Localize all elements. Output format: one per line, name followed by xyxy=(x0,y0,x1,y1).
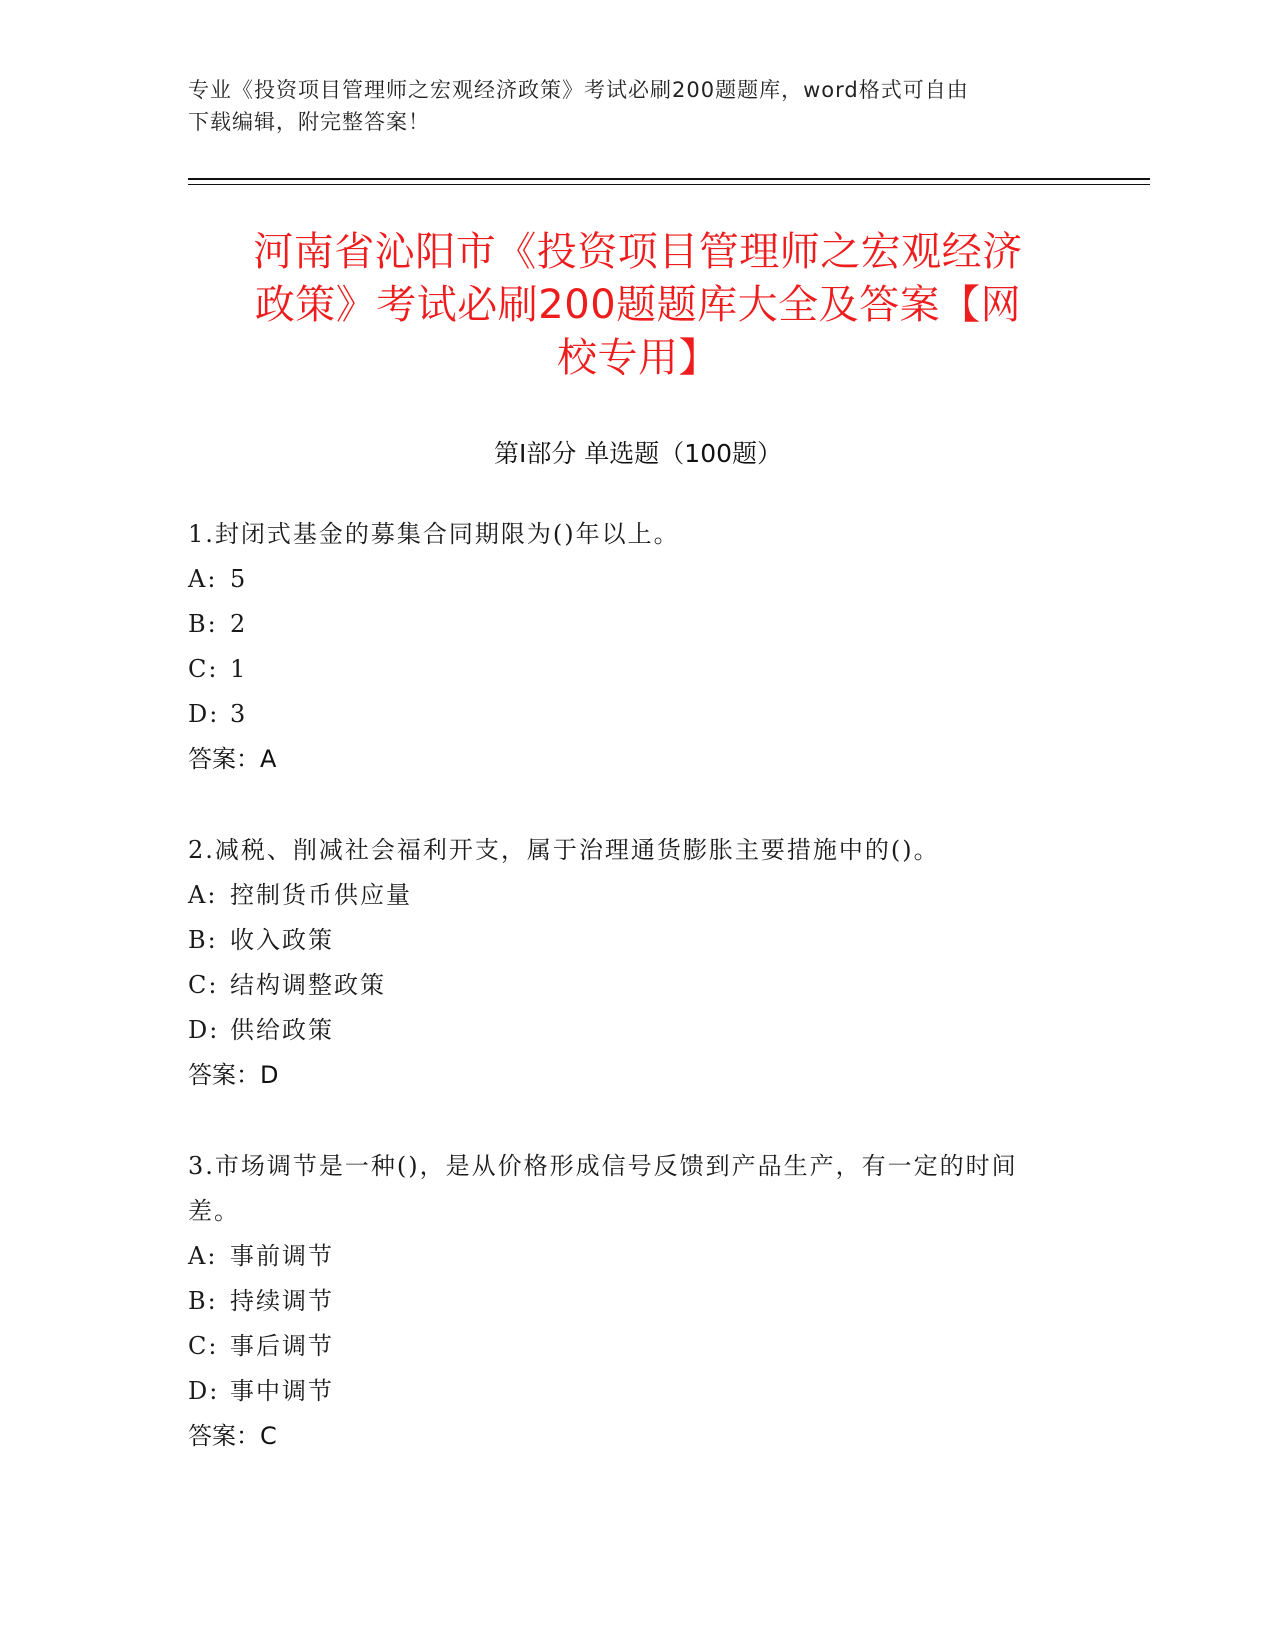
question-3-option-c xyxy=(188,1324,1068,1369)
title-line-2: 政策》考试必刷200题题库大全及答案【网 xyxy=(254,282,1022,328)
section-heading: 第I部分 单选题（100题） xyxy=(493,439,783,468)
question-3-option-a xyxy=(188,1234,1068,1279)
option-text: 收入政策 xyxy=(230,926,334,954)
question-3-text: 3.市场调节是一种()，是从价格形成信号反馈到产品生产，有一定的时间差。 xyxy=(188,1152,1018,1225)
option-text: 结构调整政策 xyxy=(230,971,386,999)
question-3 xyxy=(188,1144,1068,1459)
option-text: 供给政策 xyxy=(230,1016,334,1044)
option-text: 持续调节 xyxy=(230,1287,334,1315)
header-rule-thick xyxy=(188,178,1150,180)
option-key: A: xyxy=(188,1242,218,1270)
question-2-text: 2.减税、削减社会福利开支，属于治理通货膨胀主要措施中的()。 xyxy=(188,836,940,864)
option-key: C: xyxy=(188,1332,219,1360)
question-1-answer: 答案：A xyxy=(188,745,277,773)
question-1-option-b xyxy=(188,602,1068,647)
question-3-answer: 答案：C xyxy=(188,1422,277,1450)
option-key: B: xyxy=(188,926,218,954)
question-1-option-d xyxy=(188,692,1068,737)
option-key: D: xyxy=(188,700,220,728)
option-key: D: xyxy=(188,1377,220,1405)
header-rule-thin xyxy=(188,184,1150,185)
option-text: 事前调节 xyxy=(230,1242,334,1270)
option-key: C: xyxy=(188,655,219,683)
option-key: A: xyxy=(188,565,218,593)
option-text: 3 xyxy=(230,700,248,728)
option-text: 2 xyxy=(230,610,248,638)
intro-line-2: 下载编辑，附完整答案！ xyxy=(188,110,430,134)
title-line-3: 校专用】 xyxy=(557,335,719,381)
document-title xyxy=(188,226,1088,385)
option-key: B: xyxy=(188,610,218,638)
option-key: B: xyxy=(188,1287,218,1315)
option-key: C: xyxy=(188,971,219,999)
option-text: 控制货币供应量 xyxy=(230,881,412,909)
question-2-option-b xyxy=(188,918,1068,963)
option-key: A: xyxy=(188,881,218,909)
question-1-text: 1.封闭式基金的募集合同期限为()年以上。 xyxy=(188,520,680,548)
option-text: 1 xyxy=(230,655,248,683)
intro-line-1: 专业《投资项目管理师之宏观经济政策》考试必刷200题题库，word格式可自由 xyxy=(188,78,969,102)
option-text: 5 xyxy=(230,565,248,593)
option-key: D: xyxy=(188,1016,220,1044)
question-3-option-d xyxy=(188,1369,1068,1414)
question-3-option-b xyxy=(188,1279,1068,1324)
option-text: 事中调节 xyxy=(230,1377,334,1405)
question-1 xyxy=(188,512,1068,782)
question-2-option-c xyxy=(188,963,1068,1008)
question-2-answer: 答案：D xyxy=(188,1061,279,1089)
question-2 xyxy=(188,828,1068,1098)
option-text: 事后调节 xyxy=(230,1332,334,1360)
intro-text xyxy=(188,74,1068,138)
question-1-option-c xyxy=(188,647,1068,692)
title-line-1: 河南省沁阳市《投资项目管理师之宏观经济 xyxy=(253,229,1023,275)
question-2-option-d xyxy=(188,1008,1068,1053)
question-1-option-a xyxy=(188,557,1068,602)
question-2-option-a xyxy=(188,873,1068,918)
